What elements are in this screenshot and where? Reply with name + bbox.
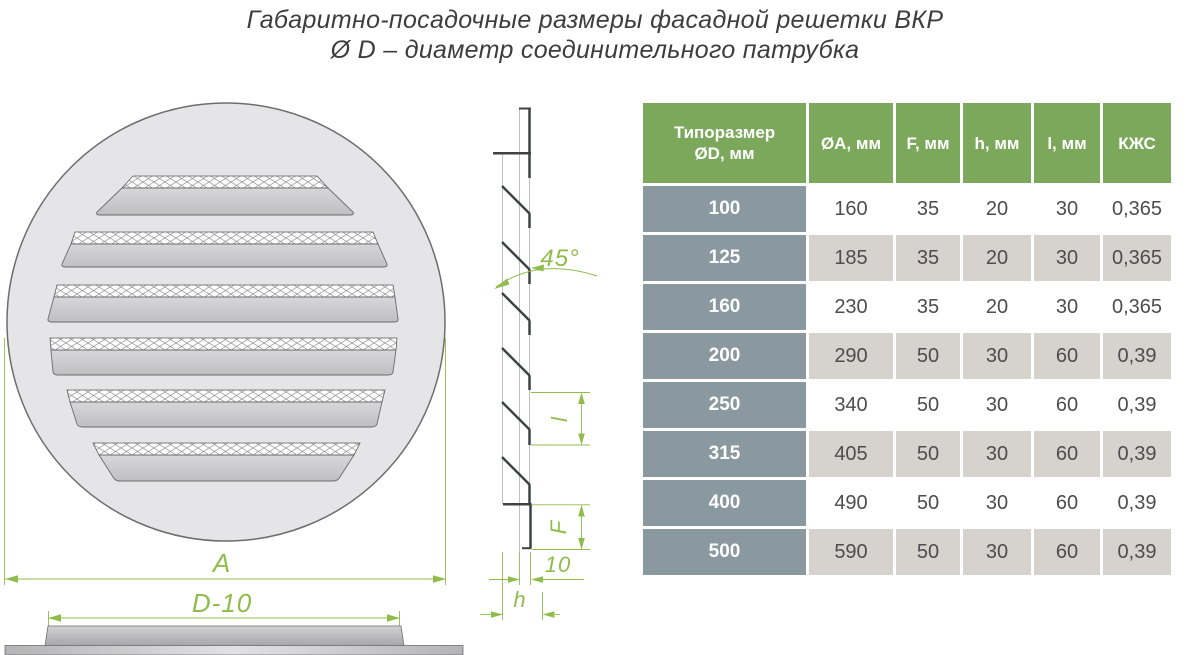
table-cell: 160	[809, 186, 893, 232]
louver-blade	[99, 455, 354, 481]
dim-label-d10: D-10	[191, 588, 253, 618]
table-cell: 35	[896, 284, 960, 330]
table-cell: 0,365	[1103, 235, 1171, 281]
louver-slot	[48, 285, 398, 322]
row-size-cell: 250	[643, 382, 806, 428]
table-cell: 490	[809, 480, 893, 526]
dim-label-f: F	[546, 519, 571, 535]
table-row	[643, 382, 1171, 428]
table-cell: 0,39	[1103, 529, 1171, 575]
table-row	[643, 333, 1171, 379]
grille-side-view	[5, 588, 463, 655]
dim-label-l: l	[547, 416, 572, 422]
louver-slot	[97, 176, 354, 215]
table-cell: 60	[1034, 431, 1100, 477]
table-cell: 50	[896, 431, 960, 477]
title-line-1: Габаритно-посадочные размеры фасадной решетки ВКР	[246, 6, 944, 34]
louver-blade	[70, 402, 382, 427]
table-cell: 20	[963, 186, 1031, 232]
dimension-l	[531, 393, 590, 446]
table-cell: 0,39	[1103, 431, 1171, 477]
row-size-cell: 100	[643, 186, 806, 232]
row-size-cell: 400	[643, 480, 806, 526]
table-cell: 30	[963, 480, 1031, 526]
table-cell: 30	[1034, 186, 1100, 232]
header-f: F, мм	[896, 103, 960, 183]
table-cell: 30	[963, 333, 1031, 379]
table-cell: 20	[963, 235, 1031, 281]
table-cell: 30	[963, 431, 1031, 477]
table-cell: 185	[809, 235, 893, 281]
header-kzhs: КЖС	[1103, 103, 1171, 183]
dimension-f	[532, 505, 590, 550]
table-header	[643, 103, 1171, 183]
header-l: l, мм	[1034, 103, 1100, 183]
table-row	[643, 431, 1171, 477]
table-row	[643, 284, 1171, 330]
title-line-2: Ø D – диаметр соединительного патрубка	[330, 36, 860, 64]
grille-section-view	[480, 108, 597, 620]
row-size-cell: 160	[643, 284, 806, 330]
louver-slot	[62, 232, 387, 267]
dim-label-angle: 45°	[540, 245, 580, 272]
louver-blade	[97, 188, 354, 215]
table-cell: 0,39	[1103, 480, 1171, 526]
table-cell: 0,39	[1103, 333, 1171, 379]
table-cell: 60	[1034, 382, 1100, 428]
table-cell: 50	[896, 333, 960, 379]
dim-label-a: A	[212, 548, 232, 578]
header-size-line1: Типоразмер	[673, 123, 776, 142]
dimension-angle	[494, 245, 597, 289]
table-cell: 290	[809, 333, 893, 379]
table-body	[643, 186, 1171, 575]
louver-blade	[51, 350, 396, 375]
table-row	[643, 529, 1171, 575]
louver-blade	[48, 297, 398, 322]
table-row	[643, 235, 1171, 281]
table-row	[643, 480, 1171, 526]
table-cell: 60	[1034, 333, 1100, 379]
section-guide-lines	[503, 109, 530, 552]
dimension-10	[489, 552, 584, 585]
row-size-cell: 200	[643, 333, 806, 379]
section-profile-lines	[493, 108, 532, 548]
row-size-cell: 500	[643, 529, 806, 575]
table-cell: 30	[1034, 284, 1100, 330]
table-cell: 50	[896, 529, 960, 575]
louver-slot	[50, 338, 397, 375]
size-spec-table	[640, 100, 1174, 578]
louver-slot	[93, 443, 360, 481]
table-cell: 0,39	[1103, 382, 1171, 428]
mesh-strip	[122, 176, 328, 188]
header-da: ØA, мм	[809, 103, 893, 183]
table-cell: 0,365	[1103, 186, 1171, 232]
table-cell: 60	[1034, 529, 1100, 575]
table-cell: 30	[963, 529, 1031, 575]
flange-collar	[45, 626, 404, 646]
table-cell: 30	[1034, 235, 1100, 281]
mesh-strip	[71, 232, 378, 244]
table-cell: 35	[896, 235, 960, 281]
header-h: h, мм	[963, 103, 1031, 183]
dim-label-10: 10	[544, 552, 572, 577]
grille-front-view	[5, 103, 447, 585]
table-cell: 20	[963, 284, 1031, 330]
louver-slot	[67, 390, 385, 427]
louver-blade	[62, 244, 387, 267]
row-size-cell: 125	[643, 235, 806, 281]
table-cell: 405	[809, 431, 893, 477]
flange-plate	[5, 646, 463, 655]
table-cell: 50	[896, 382, 960, 428]
mesh-strip	[54, 285, 395, 297]
table-cell: 590	[809, 529, 893, 575]
header-size	[643, 103, 806, 183]
table-cell: 50	[896, 480, 960, 526]
table-cell: 30	[963, 382, 1031, 428]
mesh-strip	[50, 338, 397, 350]
row-size-cell: 315	[643, 431, 806, 477]
mesh-strip	[67, 390, 385, 402]
mesh-strip	[93, 443, 360, 455]
header-size-line2: ØD, мм	[694, 144, 755, 163]
table-cell: 340	[809, 382, 893, 428]
table-cell: 0,365	[1103, 284, 1171, 330]
table-row	[643, 186, 1171, 232]
table-cell: 35	[896, 186, 960, 232]
table-cell: 230	[809, 284, 893, 330]
dim-label-h: h	[513, 587, 527, 612]
table-cell: 60	[1034, 480, 1100, 526]
